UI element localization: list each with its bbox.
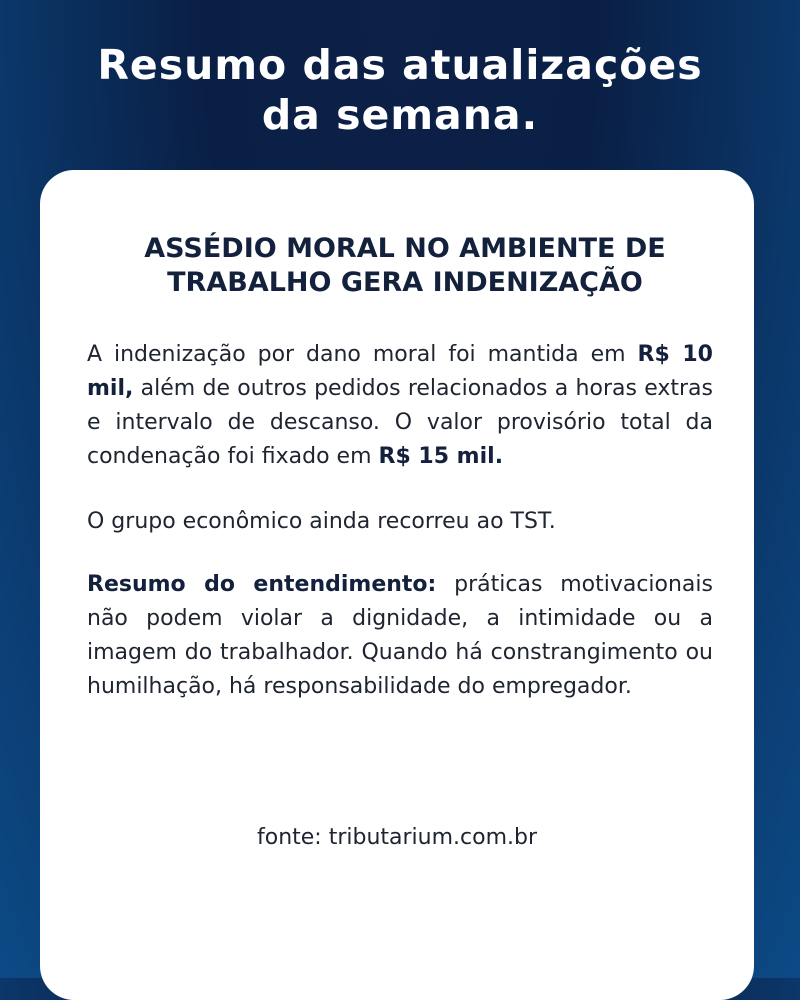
card-heading (110, 232, 700, 300)
source-credit: fonte: tributarium.com.br (256, 825, 538, 850)
page-title-line-2: da semana. (261, 91, 539, 139)
page-title-line-1: Resumo das atualizações (97, 41, 703, 89)
paragraph-appeal: O grupo econômico ainda recorreu ao TST. (87, 509, 556, 534)
card-heading-line-1: ASSÉDIO MORAL NO AMBIENTE DE (144, 233, 666, 264)
amount-15-mil: R$ 15 mil. (378, 444, 504, 469)
paragraph-indemnity (87, 338, 713, 474)
summary-text: práticas motivacionais não podem violar a dignidade, a intimidade ou a imagem do trabalhador. Quando há constrangimento ou humilhação, há responsabilidade do empregador. (87, 572, 713, 699)
summary-label: Resumo do entendimento: (87, 572, 437, 597)
amount-10-mil: R$ 10 mil, (87, 342, 713, 401)
paragraph-indemnity-text-1: A indenização por dano moral foi mantida em (87, 342, 638, 367)
card-heading-line-2: TRABALHO GERA INDENIZAÇÃO (167, 267, 643, 298)
page-title (0, 40, 800, 140)
news-card (40, 170, 754, 1000)
paragraph-summary (87, 568, 713, 704)
paragraph-indemnity-text-2: além de outros pedidos relacionados a horas extras e intervalo de descanso. O valor provisório total da condenação foi fixado em (87, 376, 713, 469)
